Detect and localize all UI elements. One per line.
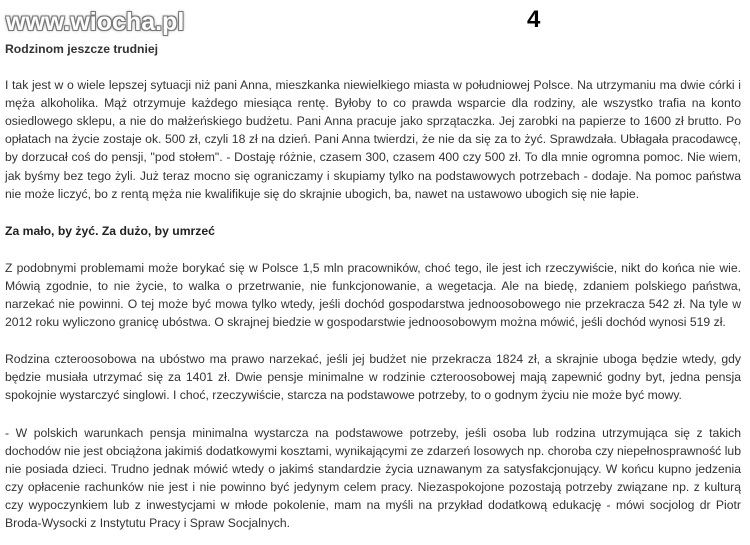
paragraph-1: Z podobnymi problemami może borykać się w Polsce 1,5 mln pracowników, choć tego, ile jest ich rzeczywiście, nikt do końca nie wie. Mówią zgodnie, to nie życie, to walka o przetrwanie, nie funkcjonowanie, a wegetacja. Ale na biedę, zdaniem polskiego państwa, narzekać nie powinni. O tej może być mowa tylko wtedy, jeśli dochód gospodarstwa jednoosobowego nie przekracza 542 zł. Na tyle w 2012 roku wyliczono granicę ubóstwa. O skrajnej biedzie w gospodarstwie jednoosobowym można mówić, jeśli dochód wynosi 519 zł. bbox=[5, 260, 741, 330]
paragraph-2: Rodzina czteroosobowa na ubóstwo ma prawo narzekać, jeśli jej budżet nie przekracza 1824 zł, a skrajnie uboga będzie wtedy, gdy będzie musiała utrzymać się za 1401 zł. Dwie pensje minimalne w rodzinie czteroosobowej mają zapewnić godny byt, jedna pensja spokojnie wystarczyć singlowi. I choć, rzeczywiście, starcza na podstawowe potrzeby, to o godnym życiu nie może być mowy. bbox=[5, 352, 741, 403]
spacer bbox=[5, 240, 741, 259]
paragraph-intro: I tak jest w o wiele lepszej sytuacji niż pani Anna, mieszkanka niewielkiego miasta w południowej Polsce. Na utrzymaniu ma dwie córki i męża alkoholika. Mąż otrzymuje każdego miesiąca rentę. Byłoby to co prawda wsparcie dla rodziny, ale wszystko trafia na konto osiedlowego sklepu, a nie do małżeńskiego budżetu. Pani Anna pracuje jako sprzątaczka. Jej zarobki na papierze to 1600 zł brutto. Po opłatach na życie zostaje ok. 500 zł, czyli 18 zł na dzień. Pani Anna twierdzi, że nie da się za to żyć. Sprawdzała. Ubłagała pracodawcę, by dorzucał coś do pensji, "pod stołem". - Dostaję różnie, czasem 300, czasem 400 czy 500 zł. To dla mnie ogromna pomoc. Nie wiem, jak byśmy bez tego żyli. Już teraz mocno się ograniczamy i skupiamy tylko na podstawowych potrzebach - dodaje. Na pomoc państwa nie może liczyć, bo z rentą męża nie kwalifikuje się do skrajnie ubogich, ba, nawet na ustawowo ubogich się nie łapie. bbox=[5, 78, 741, 201]
paragraph-3: - W polskich warunkach pensja minimalna wystarcza na podstawowe potrzeby, jeśli osoba lub rodzina utrzymująca się z takich dochodów nie jest obciążona jakimiś dodatkowymi kosztami, wynikającymi ze zdarzeń losowych np. choroba czy niepełnosprawność lub nie posiada dzieci. Trudno jednak mówić wtedy o jakimś standardzie życia uznawanym za satysfakcjonujący. W końcu kupno jedzenia czy opłacenie rachunków nie jest i nie powinno być jedynym celem pracy. Niezaspokojone pozostają potrzeby związane np. z kulturą czy wypoczynkiem lub z inwestycjami w młode pokolenie, mam na myśli na przykład dodatkową edukację - mówi socjolog dr Piotr Broda-Wysocki z Instytutu Pracy i Spraw Socjalnych. bbox=[5, 425, 741, 530]
site-watermark: www.wiocha.pl bbox=[6, 8, 185, 36]
spacer bbox=[5, 405, 741, 424]
section-subheading: Za mało, by żyć. Za dużo, by umrzeć bbox=[5, 223, 215, 238]
page-number: 4 bbox=[527, 6, 541, 33]
article bbox=[5, 40, 741, 532]
spacer bbox=[5, 331, 741, 350]
article-title: Rodzinom jeszcze trudniej bbox=[5, 42, 159, 56]
spacer bbox=[5, 203, 741, 222]
spacer bbox=[5, 58, 741, 76]
